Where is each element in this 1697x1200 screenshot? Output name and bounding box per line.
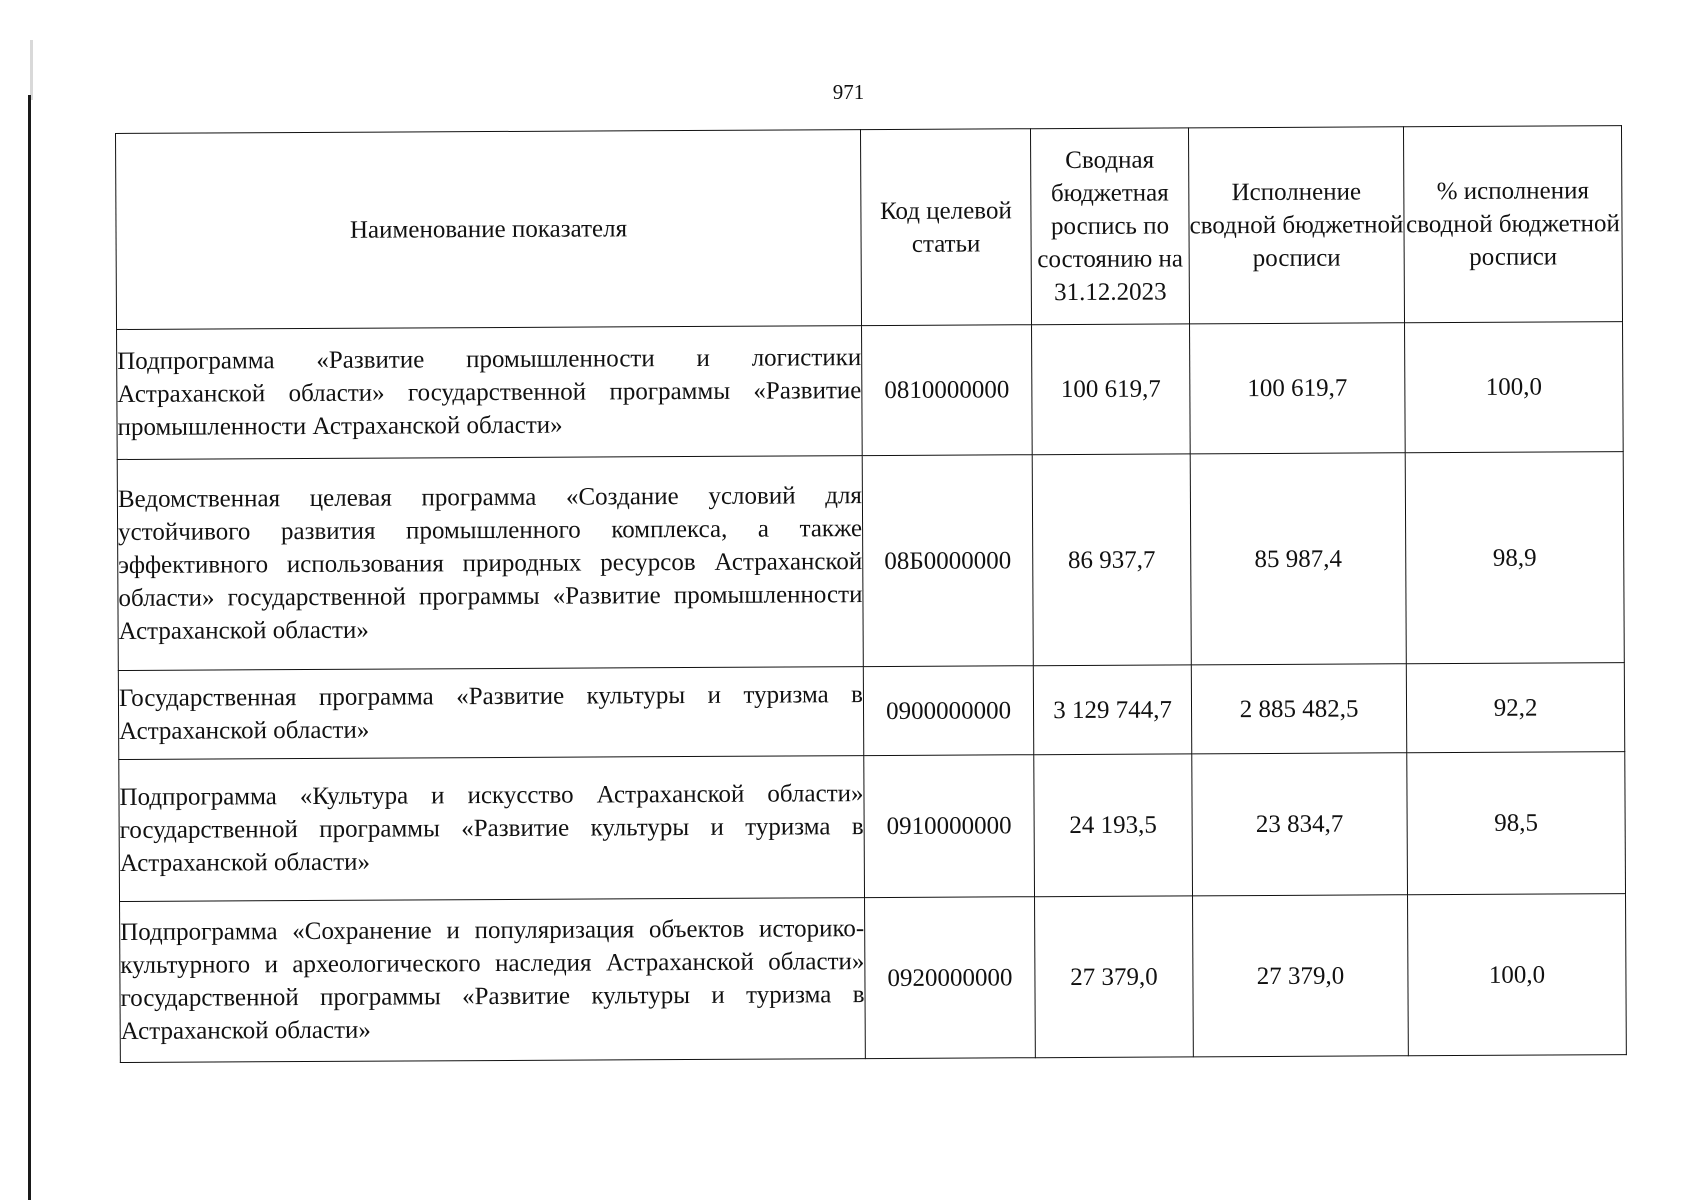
execution-percent-cell: 100,0 [1405, 322, 1624, 453]
budget-table-container [115, 125, 1627, 1063]
header-budget-plan: Сводная бюджетная роспись по состоянию на 31.12.2023 [1030, 128, 1189, 325]
header-target-code: Код целевой статьи [860, 129, 1031, 326]
target-code-cell: 0810000000 [862, 325, 1033, 456]
target-code-cell: 0910000000 [864, 755, 1035, 898]
budget-execution-cell: 27 379,0 [1193, 895, 1409, 1057]
indicator-name-cell: Подпрограмма «Культура и искусство Астраханской области» государственной программы «Развитие культуры и туризма в Астраханской области» [119, 756, 865, 902]
budget-execution-table [115, 125, 1627, 1063]
budget-plan-cell: 24 193,5 [1034, 754, 1193, 897]
table-row [117, 322, 1624, 460]
execution-percent-cell: 92,2 [1406, 663, 1624, 753]
target-code-cell: 0900000000 [863, 666, 1033, 756]
table-row [117, 452, 1624, 671]
budget-execution-cell: 2 885 482,5 [1191, 664, 1406, 754]
budget-plan-cell: 86 937,7 [1032, 454, 1191, 666]
indicator-name-cell: Государственная программа «Развитие культуры и туризма в Астраханской области» [118, 667, 863, 760]
indicator-name-cell: Подпрограмма «Развитие промышленности и логистики Астраханской области» государственной программы «Развитие промышленности Астраханской области» [117, 326, 863, 460]
budget-plan-cell: 100 619,7 [1032, 324, 1191, 455]
indicator-name-cell: Ведомственная целевая программа «Создание условий для устойчивого развития промышленного комплекса, а также эффективного использования природных ресурсов Астраханской области» государственной программы «Развитие промышленности Астраханской области» [117, 456, 863, 671]
table-row [120, 894, 1627, 1063]
budget-execution-cell: 85 987,4 [1190, 453, 1406, 665]
execution-percent-cell: 98,5 [1407, 752, 1626, 895]
header-indicator-name: Наименование показателя [116, 130, 862, 330]
budget-execution-cell: 100 619,7 [1190, 323, 1406, 454]
indicator-name-cell: Подпрограмма «Сохранение и популяризация объектов историко-культурного и археологического наследия Астраханской области» государственной программы «Развитие культуры и туризма в Астраханской области» [120, 898, 866, 1063]
scan-page-edge [28, 95, 31, 1200]
target-code-cell: 0920000000 [865, 897, 1036, 1059]
budget-execution-cell: 23 834,7 [1192, 753, 1408, 896]
execution-percent-cell: 100,0 [1408, 894, 1627, 1056]
header-execution-percent: % исполнения сводной бюджетной росписи [1403, 126, 1622, 323]
table-header-row [116, 126, 1623, 330]
table-row [119, 752, 1626, 902]
table-row [118, 663, 1624, 760]
execution-percent-cell: 98,9 [1405, 452, 1624, 664]
budget-plan-cell: 27 379,0 [1035, 896, 1194, 1058]
header-budget-execution: Исполнение сводной бюджетной росписи [1188, 127, 1404, 324]
target-code-cell: 08Б0000000 [862, 455, 1033, 667]
page-number: 971 [832, 80, 865, 104]
budget-plan-cell: 3 129 744,7 [1033, 665, 1191, 755]
